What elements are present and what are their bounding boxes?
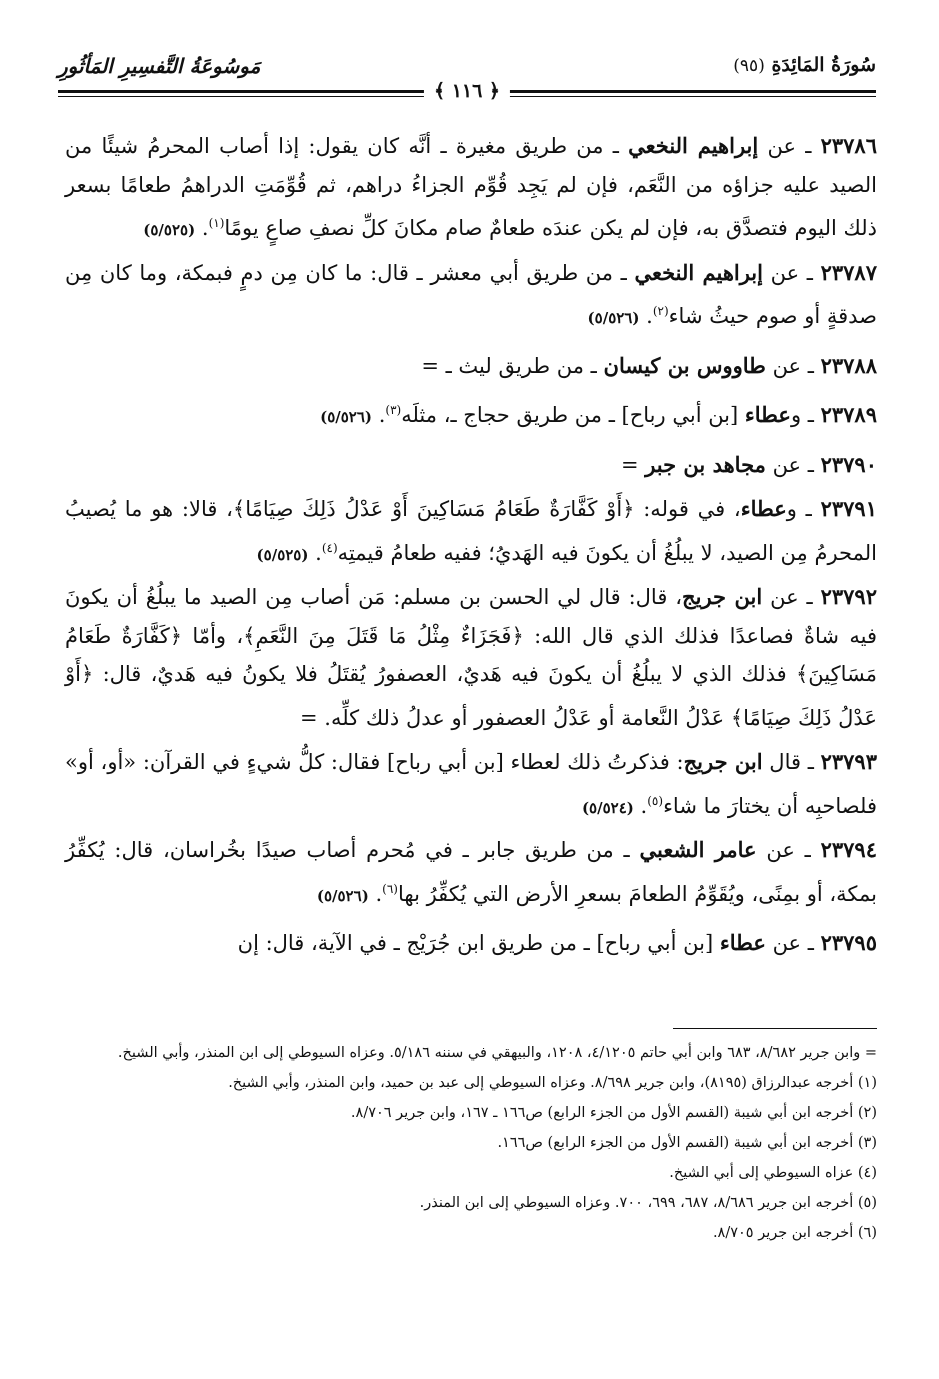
narration-paragraph (65, 743, 877, 827)
narrator-name: عطاء (744, 402, 791, 427)
footnote-marker: (٢) (652, 304, 669, 318)
footnote: (٥) أخرجه ابن جرير ٨/٦٨٦، ٦٨٧، ٦٩٩، ٧٠٠. وعزاه السيوطي إلى ابن المنذر. (419, 1195, 877, 1211)
narration-prefix: ـ و (790, 403, 821, 427)
footnote: = وابن جرير ٨/٦٨٢، ٦٨٣ وابن أبي حاتم ٤/١٢٠٥، ١٢٠٨، والبيهقي في سننه ٥/١٨٦. وعزاه السيوطي إلى ابن المنذر، وأبي الشيخ. (117, 1045, 877, 1061)
narrator-name: ابن جريج (682, 584, 763, 609)
footnote-marker: (٥) (647, 793, 664, 808)
narration-text: = (620, 452, 646, 477)
narration-paragraph (65, 831, 877, 915)
narration-paragraph (65, 391, 877, 437)
narration-prefix: ـ قال (762, 750, 821, 774)
narration-number: ٢٣٧٩٣ (820, 749, 877, 774)
narration-end: . (368, 881, 383, 906)
narration-prefix: ـ عن (765, 931, 821, 955)
narrator-name: إبراهيم النخعي (634, 259, 763, 285)
narration-text: ، قال: قال لي الحسن بن مسلم: مَن أصاب مِن الصيد ما يبلُغُ أن يكونَ فيه شاةٌ فصاعدًا فذلك الذي قال الله: ﴿فَجَزَاءٌ مِثْلُ مَا قَتَلَ مِنَ النَّعَمِ﴾، وأمّا ﴿كَفَّارَةٌ طَعَامُ مَسَاكِينَ﴾ فذلك الذي لا يبلُغُ أن يكونَ فيه هَديٌ، العصفورُ يُقتَلُ فلا يكونُ فيه هَديٌ، قال: ﴿أَوْ عَدْلُ ذَلِكَ صِيَامًا﴾ عَدْلُ النَّعامة أو عَدْلُ العصفور أو عدلُ ذلك كلِّه. = (65, 585, 877, 730)
narrator-name: إبراهيم النخعي (628, 133, 759, 158)
narration-prefix: ـ و (786, 497, 821, 521)
narration-text: [بن أبي رباح] ـ من طريق حجاج ـ، مثلَه (401, 403, 745, 427)
narration-number: ٢٣٧٩١ (820, 496, 877, 521)
main-text (65, 127, 877, 969)
narration-number: ٢٣٧٨٦ (820, 133, 877, 158)
narration-end: . (372, 403, 386, 427)
footnote: (٦) أخرجه ابن جرير ٨/٧٠٥. (712, 1225, 877, 1241)
narrator-name: عطاء (740, 496, 787, 521)
narration-prefix: ـ عن (765, 452, 821, 477)
narration-number: ٢٣٧٨٩ (820, 402, 877, 427)
narration-paragraph (65, 578, 877, 739)
book-title: مَوسُوعَةُ التَّفسِيرِ المَأثُورِ (58, 54, 261, 78)
narration-paragraph (65, 441, 877, 487)
narration-paragraph (65, 490, 877, 574)
footnote-separator (673, 1028, 877, 1029)
narration-paragraph (65, 342, 877, 388)
narration-paragraph (65, 127, 877, 250)
surah-name: سُورَةُ المَائِدَةِ (771, 54, 876, 76)
narration-paragraph (65, 254, 877, 338)
footnote-marker: (٤) (321, 540, 338, 555)
source-reference: (٥/٥٢٤) (581, 798, 634, 817)
footnote-marker: (١) (208, 216, 225, 230)
surah-heading (733, 54, 876, 76)
narration-text: ـ من طريق أبي معشر ـ قال: ما كان مِن دمٍ فبمكة، وما كان مِن صدقةٍ أو صوم حيثُ شاء (65, 260, 877, 328)
narration-text: ـ من طريق جابر ـ في مُحرم أصاب صيدًا بخُراسان، قال: يُكفِّرُ بمكة، أو بمِنًى، ويُقَوِّمُ الطعامَ بسعرِ الأرض التي يُكفِّرُ بها (65, 838, 877, 906)
narrator-name: مجاهد بن جبر (645, 451, 766, 477)
narration-text: ـ من طريق ليث ـ = (421, 353, 604, 378)
verse-number: (٩٥) (733, 56, 765, 76)
narrator-name: عامر الشعبي (639, 837, 757, 862)
footnote: (٤) عزاه السيوطي إلى أبي الشيخ. (669, 1165, 877, 1181)
footnote-marker: (٦) (382, 881, 398, 896)
narration-end: . (633, 793, 648, 818)
footnotes (65, 1040, 877, 1250)
source-reference: (٥/٥٢٦) (316, 886, 369, 905)
narration-end: . (308, 540, 322, 565)
narration-text: : فذكرتُ ذلك لعطاء [بن أبي رباح] فقال: كلُّ شيءٍ في القرآن: «أو، أو» فلصاحبِه أن يختارَ ما شاء (65, 750, 877, 818)
narration-text: ، في قوله: ﴿أَوْ كَفَّارَةٌ طَعَامُ مَسَاكِينَ أَوْ عَدْلُ ذَلِكَ صِيَامًا﴾، قالا: هو ما يُصيبُ المحرمُ مِن الصيد، لا يبلُغُ أن يكونَ فيه الهَديُ؛ ففيه طعامُ قيمتِه (65, 497, 877, 565)
footnote: (٢) أخرجه ابن أبي شيبة (القسم الأول من الجزء الرابع) ص١٦٦ ـ ١٦٧، وابن جرير ٨/٧٠٦. (350, 1105, 877, 1121)
narration-number: ٢٣٧٩٤ (820, 837, 877, 862)
narration-prefix: ـ عن (765, 353, 821, 378)
narration-end: . (195, 216, 209, 240)
page-number: ﴿ ١١٦ ﴾ (424, 80, 510, 102)
narration-prefix: ـ عن (762, 585, 821, 609)
footnote: (٣) أخرجه ابن أبي شيبة (القسم الأول من الجزء الرابع) ص١٦٦. (497, 1135, 877, 1151)
source-reference: (٥/٥٢٥) (143, 221, 196, 239)
narrator-name: طاووس بن كيسان (603, 352, 766, 378)
narration-prefix: ـ عن (758, 134, 821, 158)
narration-text: ـ من طريق مغيرة ـ أنَّه كان يقول: إذا أصاب المحرمُ شيئًا من الصيد عليه جزاؤه من النَّعَم، فإن لم يَجِد قُوِّم الجزاءُ دراهم، ثم قُوِّمَتِ الدراهمُ طعامًا بسعر ذلك اليوم فتصدَّق به، فإن لم يكن عندَه طعامٌ صام مكانَ كلِّ نصفِ صاعٍ يومًا (65, 134, 877, 240)
narration-number: ٢٣٧٩٠ (820, 451, 877, 477)
footnote: (١) أخرجه عبدالرزاق (٨١٩٥)، وابن جرير ٨/٦٩٨. وعزاه السيوطي إلى عبد بن حميد، وابن المنذر، وأبي الشيخ. (228, 1075, 877, 1091)
running-header (58, 50, 876, 100)
narration-paragraph (65, 919, 877, 965)
narration-text: [بن أبي رباح] ـ من طريق ابن جُرَيْج ـ في الآية، قال: إن (237, 931, 720, 955)
narration-prefix: ـ عن (756, 838, 821, 862)
narration-number: ٢٣٧٨٨ (820, 352, 877, 378)
narration-number: ٢٣٧٩٥ (820, 930, 877, 955)
source-reference: (٥/٥٢٦) (587, 309, 640, 327)
source-reference: (٥/٥٢٥) (256, 545, 309, 564)
narration-number: ٢٣٧٨٧ (820, 259, 877, 285)
narrator-name: عطاء (719, 930, 766, 955)
narration-prefix: ـ عن (763, 260, 821, 285)
narration-number: ٢٣٧٩٢ (820, 584, 877, 609)
narration-end: . (639, 304, 653, 328)
footnote-marker: (٣) (385, 403, 402, 417)
source-reference: (٥/٥٢٦) (320, 408, 373, 426)
narrator-name: ابن جريج (683, 749, 763, 774)
